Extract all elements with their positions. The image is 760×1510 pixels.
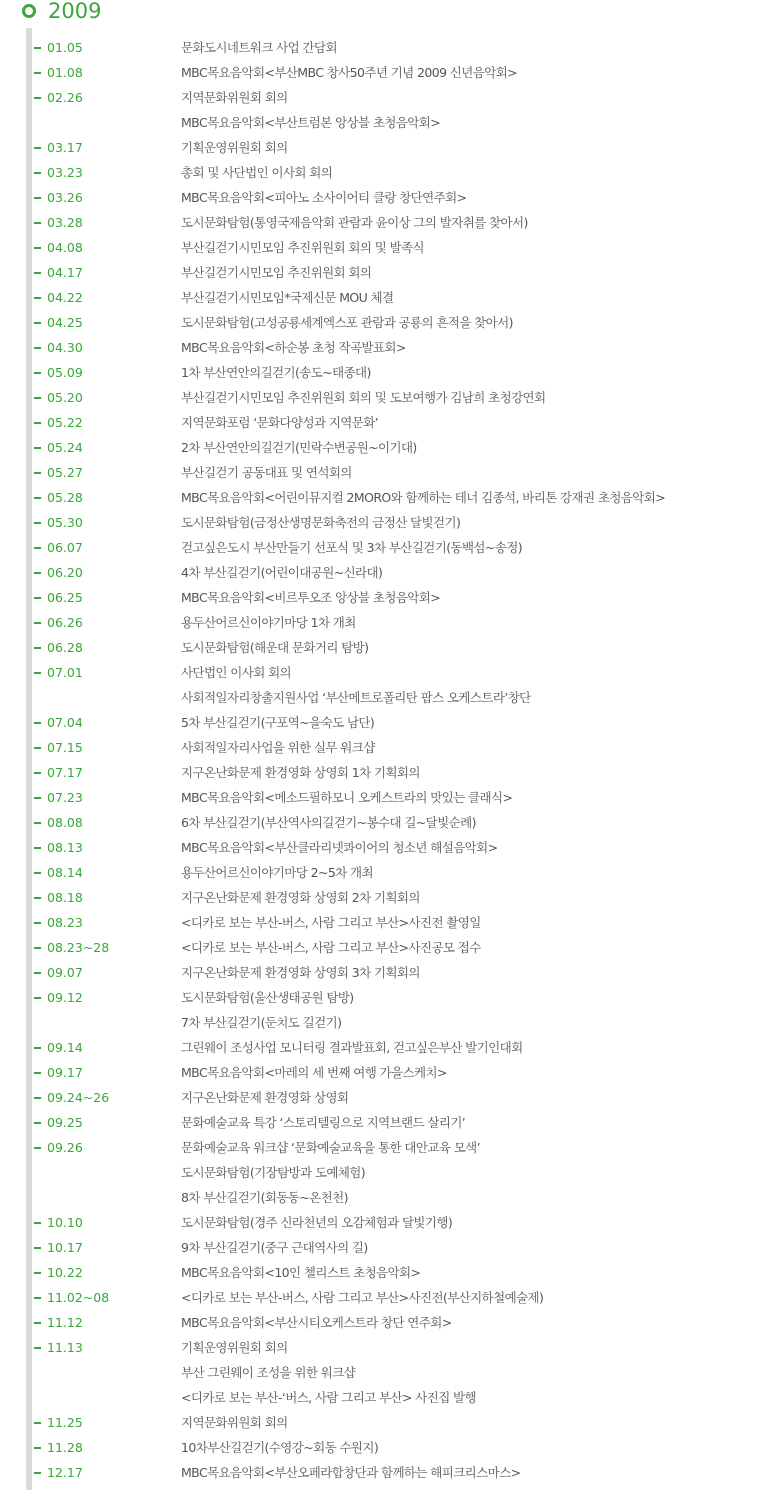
dash-marker-icon	[34, 372, 41, 374]
event-description: 기획운영위원회 회의	[181, 140, 288, 155]
event-description: 도시문화탐험(금정산생명문화축전의 금정산 달빛걷기)	[181, 515, 461, 530]
event-date: 06.07	[47, 540, 83, 555]
event-date: 08.23	[47, 915, 83, 930]
event-date: 11.02~08	[47, 1290, 110, 1305]
timeline-row	[0, 1086, 760, 1111]
event-date: 05.27	[47, 465, 83, 480]
dash-marker-icon	[34, 1147, 41, 1149]
event-description: 사단법인 이사회 회의	[181, 665, 292, 680]
event-date: 03.26	[47, 190, 83, 205]
event-description: 10차부산길걷기(수영강~회동 수원지)	[181, 1440, 379, 1455]
timeline-row	[0, 786, 760, 811]
dash-marker-icon	[34, 97, 41, 99]
event-date: 05.22	[47, 415, 83, 430]
dash-marker-icon	[34, 747, 41, 749]
event-date: 08.08	[47, 815, 83, 830]
dash-marker-icon	[34, 1047, 41, 1049]
event-date: 10.22	[47, 1265, 83, 1280]
event-description: 도시문화탐험(고성공룡세계엑스포 관람과 공룡의 흔적을 찾아서)	[181, 315, 513, 330]
event-description: 4차 부산길걷기(어린이대공원~신라대)	[181, 565, 383, 580]
event-description: MBC목요음악회<부산MBC 창사50주년 기념 2009 신년음악회>	[181, 65, 518, 80]
event-date: 05.28	[47, 490, 83, 505]
timeline-row	[0, 1386, 760, 1411]
event-date: 08.14	[47, 865, 83, 880]
timeline-row	[0, 111, 760, 136]
timeline-row	[0, 1161, 760, 1186]
event-description: 도시문화탐험(통영국제음악회 관람과 윤이상 그의 발자취를 찾아서)	[181, 215, 528, 230]
event-description: 부산길걷기시민모임 추진위원회 회의 및 발족식	[181, 240, 424, 255]
timeline-row	[0, 836, 760, 861]
event-date: 04.30	[47, 340, 83, 355]
dash-marker-icon	[34, 1297, 41, 1299]
event-date: 07.23	[47, 790, 83, 805]
timeline-row	[0, 461, 760, 486]
event-date: 11.25	[47, 1415, 83, 1430]
dash-marker-icon	[34, 72, 41, 74]
dash-marker-icon	[34, 272, 41, 274]
event-date: 05.30	[47, 515, 83, 530]
event-date: 04.17	[47, 265, 83, 280]
event-description: 지구온난화문제 환경영화 상영회 3차 기획회의	[181, 965, 420, 980]
event-date: 11.12	[47, 1315, 83, 1330]
dash-marker-icon	[34, 1247, 41, 1249]
event-date: 08.23~28	[47, 940, 110, 955]
timeline-row	[0, 36, 760, 61]
event-description: 지구온난화문제 환경영화 상영회	[181, 1090, 349, 1105]
event-description: 부산 그린웨이 조성을 위한 워크샵	[181, 1365, 356, 1380]
dash-marker-icon	[34, 947, 41, 949]
dash-marker-icon	[34, 997, 41, 999]
event-description: 총회 및 사단법인 이사회 회의	[181, 165, 333, 180]
dash-marker-icon	[34, 772, 41, 774]
event-date: 04.08	[47, 240, 83, 255]
event-description: 지구온난화문제 환경영화 상영회 1차 기획회의	[181, 765, 420, 780]
event-description: 1차 부산연안의길걷기(송도~태종대)	[181, 365, 371, 380]
event-description: 5차 부산길걷기(구포역~을숙도 남단)	[181, 715, 375, 730]
timeline-row	[0, 961, 760, 986]
dash-marker-icon	[34, 647, 41, 649]
event-description: MBC목요음악회<부산오페라합창단과 함께하는 해피크리스마스>	[181, 1465, 521, 1480]
event-date: 06.20	[47, 565, 83, 580]
timeline-row	[0, 136, 760, 161]
event-description: 용두산어르신이야기마당 2~5차 개최	[181, 865, 373, 880]
timeline-row	[0, 186, 760, 211]
dash-marker-icon	[34, 522, 41, 524]
event-description: 부산길걷기시민모임*국제신문 MOU 체결	[181, 290, 394, 305]
dash-marker-icon	[34, 422, 41, 424]
event-description: MBC목요음악회<하순봉 초청 작곡발표회>	[181, 340, 406, 355]
event-date: 09.25	[47, 1115, 83, 1130]
event-description: 도시문화탐험(경주 신라천년의 오감체험과 달빛기행)	[181, 1215, 453, 1230]
event-description: 지역문화위원회 회의	[181, 90, 288, 105]
dash-marker-icon	[34, 1472, 41, 1474]
event-description: 도시문화탐험(울산생태공원 탐방)	[181, 990, 354, 1005]
event-description: 지역문화위원회 회의	[181, 1415, 288, 1430]
timeline-row	[0, 1011, 760, 1036]
dash-marker-icon	[34, 722, 41, 724]
dash-marker-icon	[34, 847, 41, 849]
event-description: 지구온난화문제 환경영화 상영회 2차 기획회의	[181, 890, 420, 905]
event-date: 06.26	[47, 615, 83, 630]
timeline-row	[0, 361, 760, 386]
event-description: 문화도시네트워크 사업 간담회	[181, 40, 337, 55]
event-description: MBC목요음악회<마레의 세 번째 여행 가을스케치>	[181, 1065, 447, 1080]
event-date: 10.17	[47, 1240, 83, 1255]
dash-marker-icon	[34, 222, 41, 224]
event-date: 11.13	[47, 1340, 83, 1355]
timeline-row	[0, 1286, 760, 1311]
timeline-row	[0, 986, 760, 1011]
event-date: 02.26	[47, 90, 83, 105]
timeline-row	[0, 736, 760, 761]
event-date: 04.25	[47, 315, 83, 330]
dash-marker-icon	[34, 172, 41, 174]
dash-marker-icon	[34, 1447, 41, 1449]
dash-marker-icon	[34, 397, 41, 399]
dash-marker-icon	[34, 1322, 41, 1324]
event-description: 부산길걷기 공동대표 및 연석회의	[181, 465, 352, 480]
timeline-row	[0, 1336, 760, 1361]
event-date: 03.23	[47, 165, 83, 180]
event-date: 12.17	[47, 1465, 83, 1480]
dash-marker-icon	[34, 572, 41, 574]
event-date: 09.26	[47, 1140, 83, 1155]
event-date: 05.09	[47, 365, 83, 380]
timeline-row	[0, 536, 760, 561]
timeline-row	[0, 211, 760, 236]
timeline-row	[0, 161, 760, 186]
event-description: 그린웨이 조성사업 모니터링 결과발표회, 걷고싶은부산 발기인대회	[181, 1040, 523, 1055]
timeline-row	[0, 61, 760, 86]
timeline-row	[0, 86, 760, 111]
dash-marker-icon	[34, 197, 41, 199]
timeline-row	[0, 911, 760, 936]
event-date: 05.20	[47, 390, 83, 405]
dash-marker-icon	[34, 597, 41, 599]
timeline-row	[0, 586, 760, 611]
event-date: 06.28	[47, 640, 83, 655]
timeline-row	[0, 1411, 760, 1436]
event-description: <디카로 보는 부산-버스, 사람 그리고 부산>사진공모 접수	[181, 940, 481, 955]
dash-marker-icon	[34, 1097, 41, 1099]
timeline-row	[0, 436, 760, 461]
event-description: 도시문화탐험(해운대 문화거리 탐방)	[181, 640, 369, 655]
timeline-row	[0, 711, 760, 736]
dash-marker-icon	[34, 922, 41, 924]
timeline-row	[0, 1436, 760, 1461]
timeline-row	[0, 661, 760, 686]
timeline-row	[0, 261, 760, 286]
event-description: 7차 부산길걷기(둔치도 길걷기)	[181, 1015, 342, 1030]
event-date: 06.25	[47, 590, 83, 605]
timeline-row	[0, 686, 760, 711]
dash-marker-icon	[34, 1347, 41, 1349]
timeline-row	[0, 1136, 760, 1161]
dash-marker-icon	[34, 897, 41, 899]
timeline-row	[0, 336, 760, 361]
timeline-row	[0, 1261, 760, 1286]
dash-marker-icon	[34, 1072, 41, 1074]
event-description: MBC목요음악회<10인 첼리스트 초청음악회>	[181, 1265, 421, 1280]
event-description: <디카로 보는 부산-‘버스, 사람 그리고 부산> 사진집 발행	[181, 1390, 476, 1405]
dash-marker-icon	[34, 1222, 41, 1224]
timeline-row	[0, 1461, 760, 1486]
event-date: 10.10	[47, 1215, 83, 1230]
event-description: <디카로 보는 부산-버스, 사람 그리고 부산>사진전(부산지하철예술제)	[181, 1290, 544, 1305]
event-date: 01.08	[47, 65, 83, 80]
year-label: 2009	[48, 0, 102, 23]
timeline-row	[0, 1236, 760, 1261]
event-description: 걷고싶은도시 부산만들기 선포식 및 3차 부산길걷기(동백섬~송정)	[181, 540, 522, 555]
dash-marker-icon	[34, 247, 41, 249]
dash-marker-icon	[34, 447, 41, 449]
dash-marker-icon	[34, 297, 41, 299]
event-description: 9차 부산길걷기(중구 근대역사의 길)	[181, 1240, 368, 1255]
event-description: 기획운영위원회 회의	[181, 1340, 288, 1355]
timeline-row	[0, 761, 760, 786]
event-date: 09.12	[47, 990, 83, 1005]
dash-marker-icon	[34, 872, 41, 874]
dash-marker-icon	[34, 1422, 41, 1424]
timeline-row	[0, 236, 760, 261]
event-description: MBC목요음악회<어린이뮤지컬 2MORO와 함께하는 테너 김종석, 바리톤 강재권 초청음악회>	[181, 490, 666, 505]
event-description: MBC목요음악회<부산시티오케스트라 창단 연주회>	[181, 1315, 452, 1330]
event-date: 11.28	[47, 1440, 83, 1455]
event-description: 지역문화포럼 ‘문화다양성과 지역문화’	[181, 415, 379, 430]
event-date: 08.18	[47, 890, 83, 905]
event-description: 용두산어르신이야기마당 1차 개최	[181, 615, 356, 630]
event-description: MBC목요음악회<부산클라리넷콰이어의 청소년 해설음악회>	[181, 840, 498, 855]
event-date: 07.04	[47, 715, 83, 730]
timeline-row	[0, 1036, 760, 1061]
dash-marker-icon	[34, 322, 41, 324]
event-date: 04.22	[47, 290, 83, 305]
event-date: 07.01	[47, 665, 83, 680]
event-description: MBC목요음악회<메소드필하모니 오케스트라의 맛있는 클래식>	[181, 790, 513, 805]
dash-marker-icon	[34, 497, 41, 499]
event-date: 03.17	[47, 140, 83, 155]
event-date: 03.28	[47, 215, 83, 230]
event-description: MBC목요음악회<비르투오조 앙상블 초청음악회>	[181, 590, 441, 605]
timeline-row	[0, 511, 760, 536]
event-date: 01.05	[47, 40, 83, 55]
timeline-row	[0, 1111, 760, 1136]
timeline-circle-icon	[22, 4, 36, 18]
event-description: 문화예술교육 워크샵 ‘문화예술교육을 통한 대안교육 모색’	[181, 1140, 481, 1155]
event-date: 09.24~26	[47, 1090, 110, 1105]
timeline-row	[0, 936, 760, 961]
timeline-row	[0, 611, 760, 636]
dash-marker-icon	[34, 822, 41, 824]
dash-marker-icon	[34, 47, 41, 49]
dash-marker-icon	[34, 1272, 41, 1274]
timeline-row	[0, 1186, 760, 1211]
event-date: 09.17	[47, 1065, 83, 1080]
event-description: 8차 부산길걷기(회동동~온천천)	[181, 1190, 348, 1205]
timeline-entries	[0, 36, 760, 1486]
event-date: 09.07	[47, 965, 83, 980]
dash-marker-icon	[34, 1122, 41, 1124]
timeline-row	[0, 411, 760, 436]
dash-marker-icon	[34, 547, 41, 549]
timeline-row	[0, 486, 760, 511]
timeline-row	[0, 311, 760, 336]
event-description: 6차 부산길걷기(부산역사의길걷기~봉수대 길~달빛순례)	[181, 815, 476, 830]
dash-marker-icon	[34, 672, 41, 674]
event-description: 도시문화탐험(기장탐방과 도예체험)	[181, 1165, 366, 1180]
dash-marker-icon	[34, 797, 41, 799]
timeline-row	[0, 1211, 760, 1236]
timeline-row	[0, 1061, 760, 1086]
dash-marker-icon	[34, 472, 41, 474]
timeline-row	[0, 286, 760, 311]
event-description: 부산길걷기시민모임 추진위원회 회의 및 도보여행가 김남희 초청강연회	[181, 390, 546, 405]
event-description: 사회적일자리창출지원사업 ‘부산메트로폴리탄 팝스 오케스트라’창단	[181, 690, 531, 705]
event-description: 문화예술교육 특강 ‘스토리텔링으로 지역브랜드 살리기’	[181, 1115, 466, 1130]
event-description: <디카로 보는 부산-버스, 사람 그리고 부산>사진전 촬영일	[181, 915, 481, 930]
timeline-row	[0, 1311, 760, 1336]
timeline-row	[0, 886, 760, 911]
dash-marker-icon	[34, 147, 41, 149]
event-description: MBC목요음악회<부산트럼본 앙상블 초청음악회>	[181, 115, 441, 130]
event-description: 2차 부산연안의길걷기(민락수변공원~이기대)	[181, 440, 417, 455]
event-date: 05.24	[47, 440, 83, 455]
dash-marker-icon	[34, 972, 41, 974]
timeline-row	[0, 636, 760, 661]
year-header	[22, 0, 101, 22]
event-date: 07.17	[47, 765, 83, 780]
timeline-row	[0, 811, 760, 836]
dash-marker-icon	[34, 347, 41, 349]
timeline-row	[0, 1361, 760, 1386]
event-date: 09.14	[47, 1040, 83, 1055]
dash-marker-icon	[34, 622, 41, 624]
event-description: 부산길걷기시민모임 추진위원회 회의	[181, 265, 372, 280]
timeline-row	[0, 561, 760, 586]
timeline-row	[0, 861, 760, 886]
event-date: 07.15	[47, 740, 83, 755]
event-description: 사회적일자리사업을 위한 실무 워크샵	[181, 740, 375, 755]
event-description: MBC목요음악회<피아노 소사이어티 클랑 창단연주회>	[181, 190, 467, 205]
timeline-row	[0, 386, 760, 411]
event-date: 08.13	[47, 840, 83, 855]
